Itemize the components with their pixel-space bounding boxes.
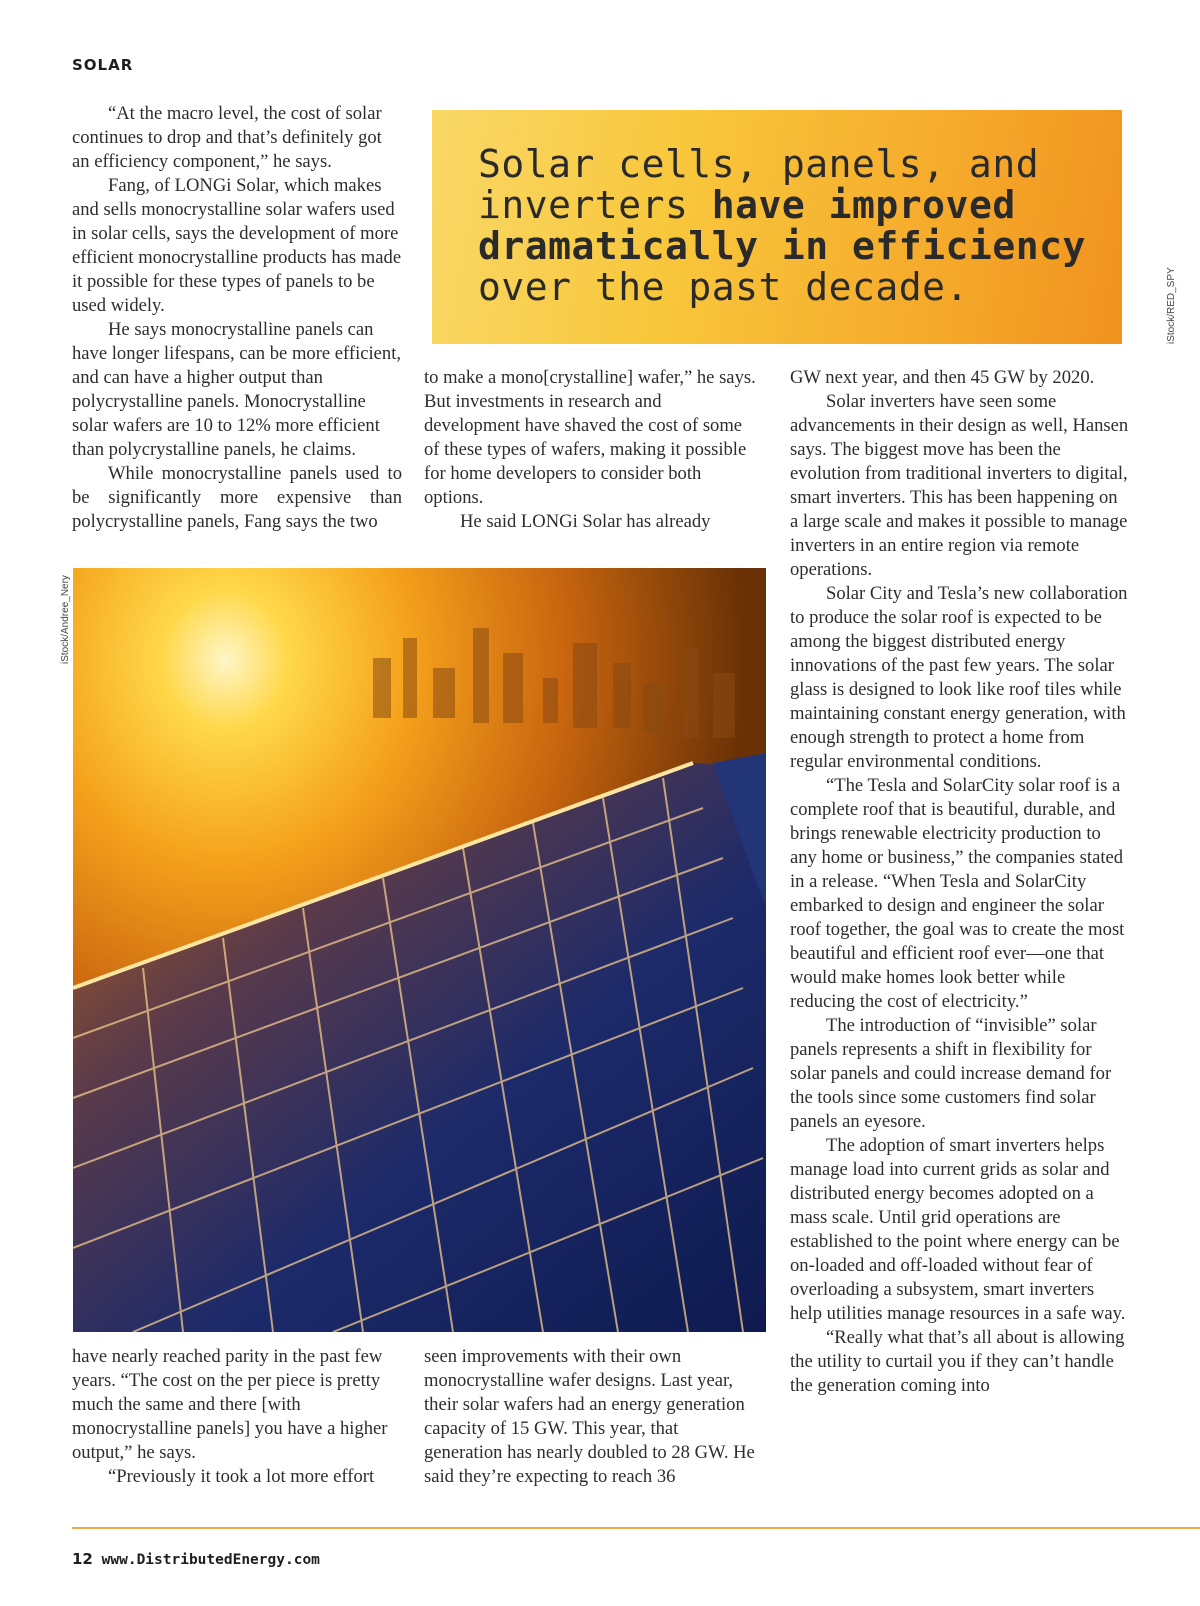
paragraph: have nearly reached parity in the past few years. “The cost on the per piece is pretty much the same and there [with monocrystalline panels] you have a higher output,” he says. xyxy=(72,1346,388,1463)
paragraph: While monocrystalline panels used to be significantly more expensive than polycrystalline panels, Fang says the two xyxy=(72,463,402,532)
paragraph: seen improvements with their own monocrystalline wafer designs. Last year, their solar wafers had an energy generation capacity of 15 GW. This year, that generation has nearly doubled to 28 GW. He said they’re expecting to reach 36 xyxy=(424,1346,755,1487)
website-url: www.DistributedEnergy.com xyxy=(101,1552,320,1568)
paragraph: GW next year, and then 45 GW by 2020. xyxy=(790,367,1095,388)
pull-quote-box xyxy=(432,110,1122,344)
article-column-1-top xyxy=(72,102,402,534)
paragraph: The adoption of smart inverters helps manage load into current grids as solar and distributed energy becomes adopted on a mass scale. Until grid operations are established to the point where energy can be on-loaded and off-loaded without fear of overloading a subsystem, smart inverters help utilities manage resources in a safe way. xyxy=(790,1135,1126,1324)
paragraph: The introduction of “invisible” solar panels represents a shift in flexibility for solar panels and could increase demand for the tools since some customers find solar panels an eyesore. xyxy=(790,1015,1112,1132)
paragraph: to make a mono[crystalline] wafer,” he says. But investments in research and development have shaved the cost of some of these types of wafers, making it possible for home developers to consider both options. xyxy=(424,367,756,508)
article-column-1-bottom xyxy=(72,1345,402,1489)
paragraph: Solar inverters have seen some advancements in their design as well, Hansen says. The biggest move has been the evolution from traditional inverters to digital, smart inverters. This has been happening on a large scale and makes it possible to manage inverters in an entire region via remote operations. xyxy=(790,391,1129,580)
solar-panel-photo xyxy=(73,568,766,1332)
article-column-3 xyxy=(790,366,1130,1398)
paragraph: “Previously it took a lot more effort xyxy=(108,1466,375,1487)
page-number: 12 xyxy=(72,1550,93,1568)
paragraph: “Really what that’s all about is allowing the utility to curtail you if they can’t handle the generation coming into xyxy=(790,1327,1125,1396)
paragraph: He says monocrystalline panels can have longer lifespans, can be more efficient, and can have a higher output than polycrystalline panels. Monocrystalline solar wafers are 10 to 12% more efficient than polycrystalline panels, he claims. xyxy=(72,319,402,460)
paragraph: “The Tesla and SolarCity solar roof is a complete roof that is beautiful, durable, and brings renewable electricity production to any home or business,” the companies stated in a release. “When Tesla and SolarCity embarked to design and engineer the solar roof together, the goal was to create the most beautiful and efficient roof ever—one that would make homes look better while reducing the cost of electricity.” xyxy=(790,775,1125,1012)
paragraph: He said LONGi Solar has already xyxy=(460,511,711,532)
pull-quote xyxy=(478,144,1118,308)
paragraph: Solar City and Tesla’s new collaboration to produce the solar roof is expected to be among the biggest distributed energy innovations of the past few years. The solar glass is designed to look like roof tiles while maintaining constant energy generation, with enough strength to protect a home from regular environmental conditions. xyxy=(790,583,1128,772)
article-column-2-bottom xyxy=(424,1345,756,1489)
paragraph: Fang, of LONGi Solar, which makes and sells monocrystalline solar wafers used in solar cells, says the development of more efficient monocrystalline products has made it possible for these types of panels to be used widely. xyxy=(72,175,402,316)
pull-quote-text: Solar cells, panels, and inverters xyxy=(478,142,1040,227)
section-label: SOLAR xyxy=(72,56,134,74)
photo-credit-main: iStock/Andree_Nery xyxy=(60,575,71,664)
paragraph: “At the macro level, the cost of solar continues to drop and that’s definitely got an efficiency component,” he says. xyxy=(72,103,382,172)
article-column-2-top xyxy=(424,366,756,534)
pull-quote-text-end: over the past decade. xyxy=(478,265,969,309)
pull-quote-emphasis: have improved dramatically in efficiency xyxy=(478,183,1086,268)
page-footer xyxy=(72,1550,320,1568)
footer-divider xyxy=(72,1527,1200,1529)
photo-credit-top: iStock/RED_SPY xyxy=(1166,267,1177,344)
